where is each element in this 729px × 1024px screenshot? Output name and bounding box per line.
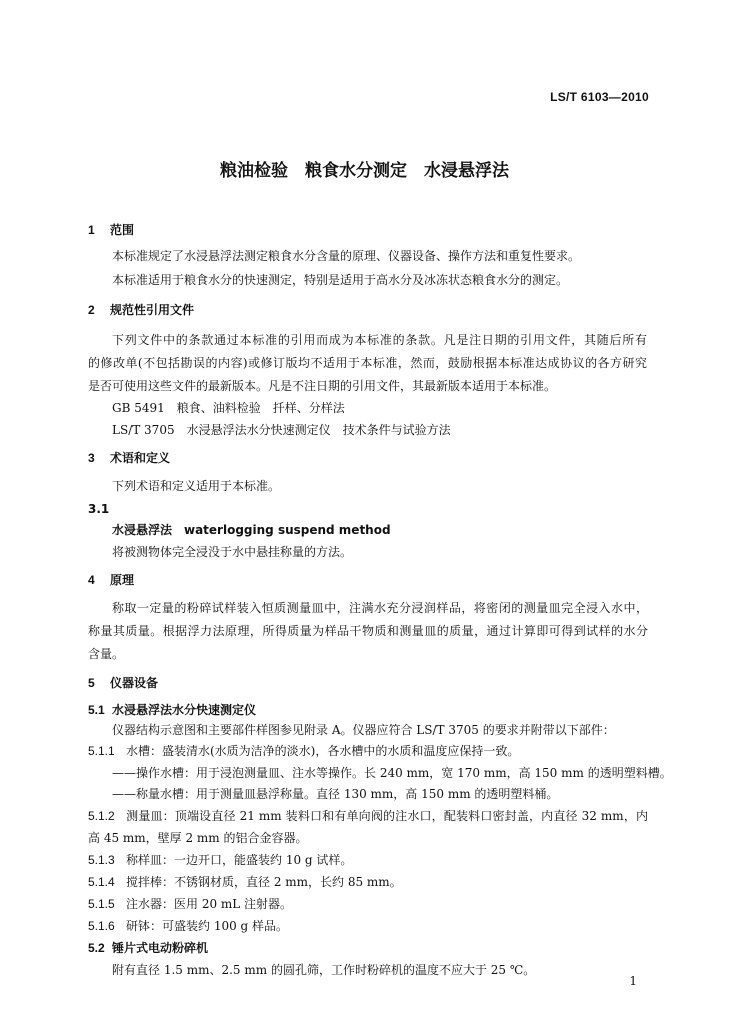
paragraph: 本标准规定了水浸悬浮法测定粮食水分含量的原理、仪器设备、操作方法和重复性要求。 bbox=[112, 249, 581, 263]
clause-text: 水槽：盛装清水(水质为洁净的淡水)，各水槽中的水质和温度应保持一致。 bbox=[126, 744, 520, 758]
paragraph-line: 是否可使用这些文件的最新版本。凡是不注日期的引用文件，其最新版本适用于本标准。 bbox=[88, 379, 557, 393]
section-number: 1 bbox=[88, 223, 95, 237]
clause-number: 5.1.3 bbox=[88, 853, 115, 867]
standard-number: LS/T 6103—2010 bbox=[550, 90, 649, 104]
section-5-heading bbox=[88, 675, 158, 691]
section-number: 5 bbox=[88, 676, 95, 690]
clause-5-1-4 bbox=[88, 874, 402, 890]
clause-text: 称样皿：一边开口，能盛装约 10 g 试样。 bbox=[126, 853, 353, 867]
subsection-title: 水浸悬浮法水分快速测定仪 bbox=[112, 703, 257, 717]
paragraph: 本标准适用于粮食水分的快速测定，特别是适用于高水分及冰冻状态粮食水分的测定。 bbox=[112, 273, 569, 287]
paragraph: 下列术语和定义适用于本标准。 bbox=[112, 479, 281, 493]
list-item: ——称量水槽：用于测量皿悬浮称量。直径 130 mm，高 150 mm 的透明塑料桶。 bbox=[112, 787, 559, 801]
subsection-number: 3.1 bbox=[88, 502, 110, 516]
clause-5-1-6 bbox=[88, 918, 288, 934]
section-title: 术语和定义 bbox=[110, 451, 171, 465]
section-1-heading bbox=[88, 222, 134, 238]
clause-number: 5.1.5 bbox=[88, 897, 115, 911]
subsection-number: 5.1 bbox=[88, 703, 105, 717]
paragraph: 仪器结构示意图和主要部件样图参见附录 A。仪器应符合 LS/T 3705 的要求并附带以下部件： bbox=[112, 723, 615, 737]
clause-text: 搅拌棒：不锈钢材质，直径 2 mm，长约 85 mm。 bbox=[126, 875, 402, 889]
section-number: 2 bbox=[88, 303, 95, 317]
subsection-title: 锤片式电动粉碎机 bbox=[112, 941, 209, 955]
term: 水浸悬浮法 waterlogging suspend method bbox=[112, 523, 391, 537]
paragraph-line: 含量。 bbox=[88, 647, 125, 661]
paragraph: 附有直径 1.5 mm、2.5 mm 的圆孔筛，工作时粉碎机的温度不应大于 25 ℃。 bbox=[112, 963, 536, 977]
term-definition: 将被测物体完全浸没于水中悬挂称量的方法。 bbox=[112, 545, 353, 559]
section-number: 3 bbox=[88, 451, 95, 465]
section-title: 规范性引用文件 bbox=[110, 303, 195, 317]
paragraph-line: 高 45 mm，壁厚 2 mm 的铝合金容器。 bbox=[88, 831, 308, 845]
section-4-heading bbox=[88, 572, 134, 588]
clause-number: 5.1.4 bbox=[88, 875, 115, 889]
section-title: 仪器设备 bbox=[110, 676, 159, 690]
page-number: 1 bbox=[629, 974, 637, 988]
section-number: 4 bbox=[88, 573, 95, 587]
subsection-number: 5.2 bbox=[88, 941, 105, 955]
clause-text: 注水器：医用 20 mL 注射器。 bbox=[126, 897, 293, 911]
section-title: 原理 bbox=[110, 573, 135, 587]
section-3-heading bbox=[88, 450, 170, 466]
section-2-heading bbox=[88, 302, 194, 318]
clause-5-1-1 bbox=[88, 743, 519, 759]
paragraph-line: 称量其质量。根据浮力法原理，所得质量为样品干物质和测量皿的质量，通过计算即可得到试样的水分 bbox=[88, 624, 648, 638]
clause-number: 5.1.2 bbox=[88, 809, 115, 823]
paragraph-line: 称取一定量的粉碎试样装入恒质测量皿中，注满水充分浸润样品，将密闭的测量皿完全浸入水中， bbox=[112, 601, 648, 615]
paragraph-line: 的修改单(不包括勘误的内容)或修订版均不适用于本标准，然而，鼓励根据本标准达成协议的各方研究 bbox=[88, 356, 647, 370]
reference-lst3705: LS/T 3705 水浸悬浮法水分快速测定仪 技术条件与试验方法 bbox=[112, 423, 451, 437]
clause-5-1-5 bbox=[88, 896, 292, 912]
clause-text: 测量皿：顶端设直径 21 mm 装料口和有单向阀的注水口，配装料口密封盖，内直径 32 mm，内 bbox=[126, 809, 648, 823]
clause-5-1-2 bbox=[88, 808, 648, 824]
section-title: 范围 bbox=[110, 223, 135, 237]
list-item: ——操作水槽：用于浸泡测量皿、注水等操作。长 240 mm，宽 170 mm，高 150 mm 的透明塑料槽。 bbox=[112, 766, 672, 780]
subsection-5-1-heading bbox=[88, 702, 256, 718]
subsection-5-2-heading bbox=[88, 940, 208, 956]
clause-text: 研钵：可盛装约 100 g 样品。 bbox=[126, 919, 289, 933]
paragraph-line: 下列文件中的条款通过本标准的引用而成为本标准的条款。凡是注日期的引用文件，其随后所有 bbox=[112, 333, 647, 347]
clause-number: 5.1.1 bbox=[88, 744, 115, 758]
document-title: 粮油检验 粮食水分测定 水浸悬浮法 bbox=[220, 161, 509, 181]
clause-number: 5.1.6 bbox=[88, 919, 115, 933]
reference-gb5491: GB 5491 粮食、油料检验 扦样、分样法 bbox=[112, 401, 345, 415]
clause-5-1-3 bbox=[88, 852, 352, 868]
